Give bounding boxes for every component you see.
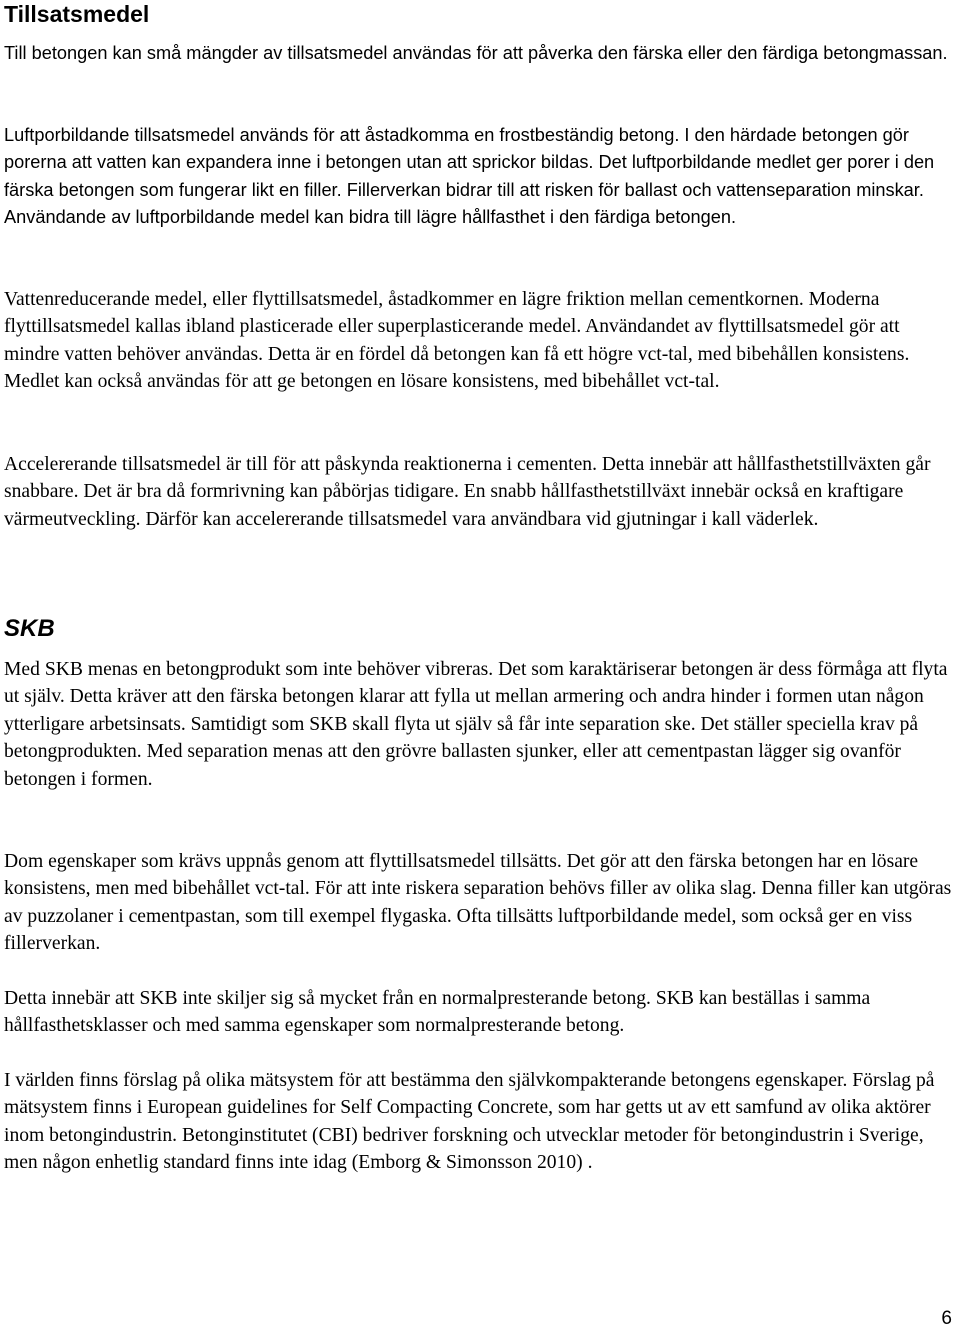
paragraph-air-entraining: Luftporbildande tillsatsmedel används för att åstadkomma en frostbeständig betong. I den härdade betongen gör porerna att vatten kan expandera inne i betongen utan att sprickor bildas. Det luftporbildande medlet ger porer i den färska betongen som fungerar likt en filler. Fillerverkan bidrar till att risken för ballast och vattenseparation minskar. Användande av luftporbildande medel kan bidra till lägre hållfasthet i den färdiga betongen. <box>4 125 935 228</box>
paragraph-accelerating: Accelererande tillsatsmedel är till för att påskynda reaktionerna i cementen. Detta innebär att hållfasthetstillväxten går snabbare. Det är bra då formrivning kan påbörjas tidigare. En snabb hållfasthetstillväxt innebär också en kraftigare värmeutveckling. Därför kan accelererande tillsatsmedel vara användbara vid gjutningar i kall väderlek. <box>4 454 931 530</box>
section-heading-tillsatsmedel: Tillsatsmedel <box>4 1 150 27</box>
paragraph-water-reducing: Vattenreducerande medel, eller flyttillsatsmedel, åstadkommer en lägre friktion mellan cementkornen. Moderna flyttillsatsmedel kallas ibland plasticerade eller superplasticerande medel. Användandet av flyttillsatsmedel gör att mindre vatten behöver användas. Detta är en fördel då betongen kan få ett högre vct-tal, med bibehållen konsistens. Medlet kan också användas för att ge betongen en lösare konsistens, med bibehållet vct-tal. <box>4 289 910 393</box>
paragraph-skb-properties: Dom egenskaper som krävs uppnås genom att flyttillsatsmedel tillsätts. Det gör att den färska betongen har en lösare konsistens, men med bibehållet vct-tal. För att inte riskera separation behövs filler av olika slag. Denna filler kan utgöras av puzzolaner i cementpastan, som till exempel flygaska. Ofta tillsätts luftporbildande medel, som också ger en viss fillerverkan. <box>4 851 952 955</box>
paragraph-skb-definition: Med SKB menas en betongprodukt som inte behöver vibreras. Det som karaktäriserar betongen är dess förmåga att flyta ut själv. Detta kräver att den färska betongen klarar att fylla ut mellan armering och andra hinder i formen utan någon ytterligare arbetsinsats. Samtidigt som SKB skall flyta ut själv så får inte separation ske. Det ställer speciella krav på betongprodukten. Med separation menas att den grövre ballasten sjunker, eller att cementpastan lägger sig ovanför betongen i formen. <box>4 659 948 790</box>
page-number: 6 <box>941 1308 952 1329</box>
paragraph-skb-measurement: I världen finns förslag på olika mätsystem för att bestämma den självkompakterande betongens egenskaper. Förslag på mätsystem finns i European guidelines for Self Compacting Concrete, som har getts ut av ett samfund av olika aktörer inom betongindustrin. Betonginstitutet (CBI) bedriver forskning och utvecklar metoder för betongindustrin i Sverige, men någon enhetlig standard finns inte idag (Emborg & Simonsson 2010) . <box>4 1070 935 1174</box>
section-heading-skb: SKB <box>4 615 55 642</box>
paragraph-skb-comparison: Detta innebär att SKB inte skiljer sig så mycket från en normalpresterande betong. SKB kan beställas i samma hållfasthetsklasser och med samma egenskaper som normalpresterande betong. <box>4 988 871 1037</box>
paragraph-intro: Till betongen kan små mängder av tillsatsmedel användas för att påverka den färska eller den färdiga betongmassan. <box>4 43 948 63</box>
